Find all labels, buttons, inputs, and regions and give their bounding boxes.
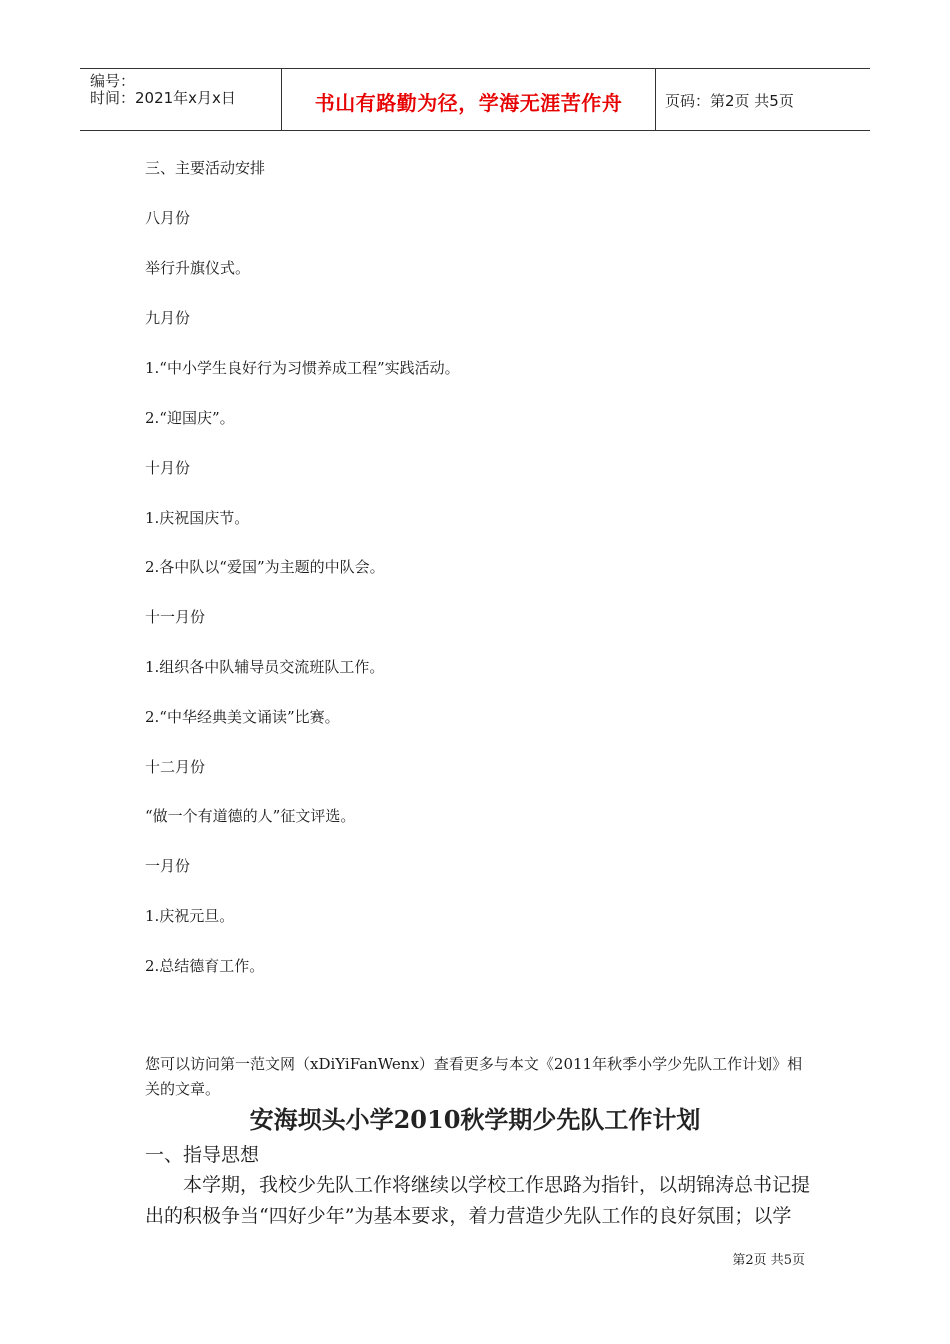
month-heading: 十月份: [145, 459, 191, 477]
activity-item: 2.总结德育工作。: [145, 957, 265, 975]
page-header: [80, 68, 870, 131]
month-heading: 九月份: [145, 309, 191, 327]
month-heading: 一月份: [145, 857, 191, 875]
activity-item: “做一个有道德的人”征文评选。: [145, 807, 356, 825]
header-right-cell: [655, 69, 870, 130]
activity-item: 1.庆祝元旦。: [145, 907, 235, 925]
body-paragraph-text: 本学期，我校少先队工作将继续以学校工作思路为指针，以胡锦涛总书记提出的积极争当“四好少年”为基本要求，着力营造少先队工作的良好氛围；以学: [145, 1174, 811, 1227]
header-page-number: 页码：第2页 共5页: [665, 92, 794, 110]
activity-item: 1.“中小学生良好行为习惯养成工程”实践活动。: [145, 359, 460, 377]
header-motto: 书山有路勤为径，学海无涯苦作舟: [314, 91, 623, 115]
section-heading-activities: 三、主要活动安排: [145, 159, 266, 177]
document-title: 安海坝头小学2010秋学期少先队工作计划: [249, 1105, 701, 1134]
activity-item: 举行升旗仪式。: [145, 259, 251, 277]
activity-item: 2.“迎国庆”。: [145, 409, 235, 427]
body-paragraph: [145, 1170, 810, 1232]
month-heading: 十一月份: [145, 608, 206, 626]
section-heading-guiding-ideology: 一、指导思想: [145, 1144, 260, 1166]
activity-item: 2.“中华经典美文诵读”比赛。: [145, 708, 340, 726]
activity-item: 1.组织各中队辅导员交流班队工作。: [145, 658, 385, 676]
date-line: 时间：2021年x月x日: [90, 89, 236, 107]
page-footer: 第2页 共5页: [732, 1253, 805, 1268]
activity-item: 1.庆祝国庆节。: [145, 509, 250, 527]
month-heading: 八月份: [145, 209, 191, 227]
related-articles-note: 您可以访问第一范文网（xDiYiFanWenx）查看更多与本文《2011年秋季小学少先队工作计划》相关的文章。: [145, 1055, 803, 1098]
header-left-cell: [80, 69, 280, 130]
serial-label: 编号：: [90, 72, 136, 90]
header-motto-cell: [281, 69, 656, 130]
month-heading: 十二月份: [145, 758, 206, 776]
activity-item: 2.各中队以“爱国”为主题的中队会。: [145, 558, 385, 576]
